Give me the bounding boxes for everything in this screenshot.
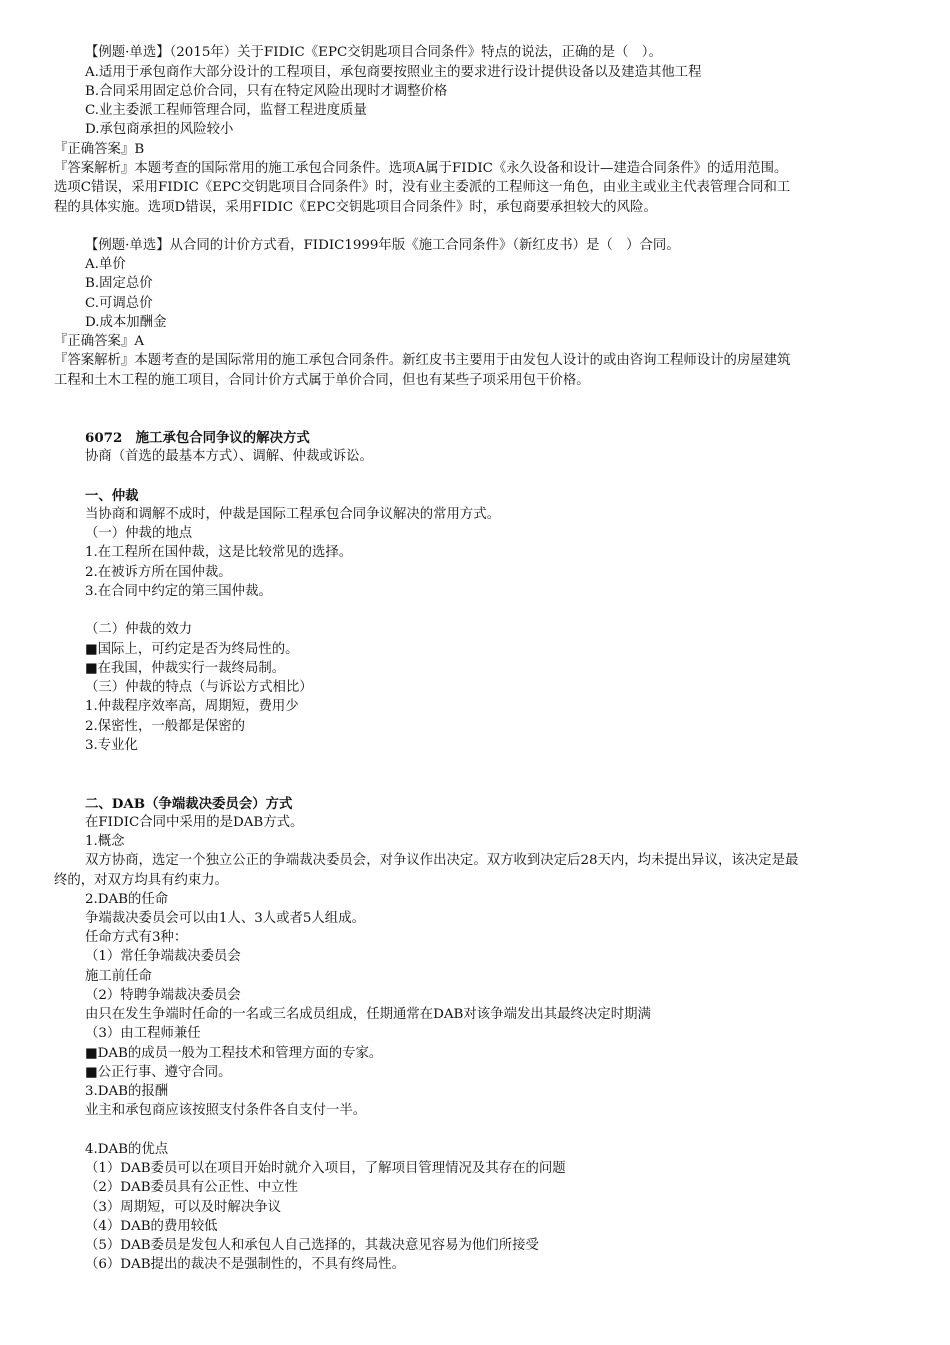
- arbitration-feature-heading: （三）仲裁的特点（与诉讼方式相比）: [85, 680, 313, 695]
- dab-member-2: ■公正行事、遵守合同。: [85, 1065, 232, 1080]
- arbitration-feature-3: 3.专业化: [85, 738, 138, 753]
- q2-option-a: A.单价: [85, 257, 126, 272]
- dab-concept-line2: 终的，对双方均具有约束力。: [54, 873, 229, 888]
- dab-fee-desc: 业主和承包商应该按照支付条件各自支付一半。: [85, 1103, 367, 1118]
- q2-option-c: C.可调总价: [85, 296, 153, 311]
- dab-merit-3: （3）周期短，可以及时解决争议: [85, 1200, 281, 1215]
- q1-stem: 【例题·单选】（2015年）关于FIDIC《EPC交钥匙项目合同条件》特点的说法，正确的是（ ）。: [85, 45, 662, 60]
- arbitration-place-1: 1.在工程所在国仲裁，这是比较常见的选择。: [85, 545, 353, 560]
- q1-option-c: C.业主委派工程师管理合同，监督工程进度质量: [85, 103, 367, 118]
- q1-analysis-line1: 『答案解析』本题考查的国际常用的施工承包合同条件。选项A属于FIDIC《永久设备和设计—建造合同条件》的适用范围。: [54, 161, 788, 176]
- dab-merit-heading: 4.DAB的优点: [85, 1142, 169, 1157]
- dab-appoint-way-1-desc: 施工前任命: [85, 969, 152, 984]
- q1-option-b: B.合同采用固定总价合同，只有在特定风险出现时才调整价格: [85, 84, 448, 99]
- dab-appoint-way-3: （3）由工程师兼任: [85, 1026, 201, 1041]
- arbitration-place-heading: （一）仲裁的地点: [85, 526, 193, 541]
- dab-merit-5: （5）DAB委员是发包人和承包人自己选择的，其裁决意见容易为他们所接受: [85, 1238, 539, 1253]
- arbitration-feature-1: 1.仲裁程序效率高，周期短，费用少: [85, 699, 299, 714]
- dab-appoint-heading: 2.DAB的任命: [85, 892, 169, 907]
- dab-concept-heading: 1.概念: [85, 834, 125, 849]
- q1-analysis-line3: 程的具体实施。选项D错误，采用FIDIC《EPC交钥匙项目合同条件》时，承包商要承担较大的风险。: [54, 200, 657, 215]
- section-6072-title: 6072 施工承包合同争议的解决方式: [85, 430, 310, 446]
- arbitration-place-2: 2.在被诉方所在国仲裁。: [85, 565, 232, 580]
- q2-option-b: B.固定总价: [85, 276, 153, 291]
- q2-analysis-line2: 工程和土木工程的施工项目，合同计价方式属于单价合同，但也有某些子项采用包干价格。: [54, 373, 590, 388]
- arbitration-effect-1: ■国际上，可约定是否为终局性的。: [85, 642, 299, 657]
- dab-merit-4: （4）DAB的费用较低: [85, 1219, 218, 1234]
- dab-appoint-way-2-desc: 由只在发生争端时任命的一名或三名成员组成，任期通常在DAB对该争端发出其最终决定时期满: [85, 1007, 651, 1022]
- q2-stem: 【例题·单选】从合同的计价方式看，FIDIC1999年版《施工合同条件》（新红皮书）是（ ）合同。: [85, 238, 680, 253]
- arbitration-feature-2: 2.保密性，一般都是保密的: [85, 719, 246, 734]
- dab-appoint-composition: 争端裁决委员会可以由1人、3人或者5人组成。: [85, 911, 365, 926]
- q2-analysis-line1: 『答案解析』本题考查的是国际常用的施工承包合同条件。新红皮书主要用于由发包人设计的或由咨询工程师设计的房屋建筑: [54, 353, 791, 368]
- dab-merit-2: （2）DAB委员具有公正性、中立性: [85, 1180, 298, 1195]
- arbitration-effect-heading: （二）仲裁的效力: [85, 622, 193, 637]
- dab-appoint-ways: 任命方式有3种：: [85, 930, 188, 945]
- section-6072-intro: 协商（首选的最基本方式）、调解、仲裁或诉讼。: [85, 449, 373, 464]
- q1-analysis-line2: 选项C错误，采用FIDIC《EPC交钥匙项目合同条件》时，没有业主委派的工程师这一角色，由业主或业主代表管理合同和工: [54, 180, 791, 195]
- q1-option-d: D.承包商承担的风险较小: [85, 122, 234, 137]
- arbitration-intro: 当协商和调解不成时，仲裁是国际工程承包合同争议解决的常用方式。: [85, 507, 501, 522]
- arbitration-heading: 一、仲裁: [85, 488, 139, 504]
- arbitration-place-3: 3.在合同中约定的第三国仲裁。: [85, 584, 272, 599]
- dab-concept-line1: 双方协商，选定一个独立公正的争端裁决委员会，对争议作出决定。双方收到决定后28天内，均未提出异议，该决定是最: [85, 853, 799, 868]
- q1-option-a: A.适用于承包商作大部分设计的工程项目，承包商要按照业主的要求进行设计提供设备以及建造其他工程: [85, 65, 702, 80]
- dab-appoint-way-1: （1）常任争端裁决委员会: [85, 949, 241, 964]
- dab-fee-heading: 3.DAB的报酬: [85, 1084, 169, 1099]
- arbitration-effect-2: ■在我国，仲裁实行一裁终局制。: [85, 661, 286, 676]
- dab-merit-1: （1）DAB委员可以在项目开始时就介入项目，了解项目管理情况及其存在的问题: [85, 1161, 566, 1176]
- q2-answer: 『正确答案』A: [54, 334, 145, 349]
- dab-member-1: ■DAB的成员一般为工程技术和管理方面的专家。: [85, 1046, 383, 1061]
- dab-intro: 在FIDIC合同中采用的是DAB方式。: [85, 815, 304, 830]
- dab-heading: 二、DAB（争端裁决委员会）方式: [85, 796, 293, 812]
- q1-answer: 『正确答案』B: [54, 142, 145, 157]
- dab-merit-6: （6）DAB提出的裁决不是强制性的，不具有终局性。: [85, 1257, 405, 1272]
- dab-appoint-way-2: （2）特聘争端裁决委员会: [85, 988, 241, 1003]
- q2-option-d: D.成本加酬金: [85, 315, 167, 330]
